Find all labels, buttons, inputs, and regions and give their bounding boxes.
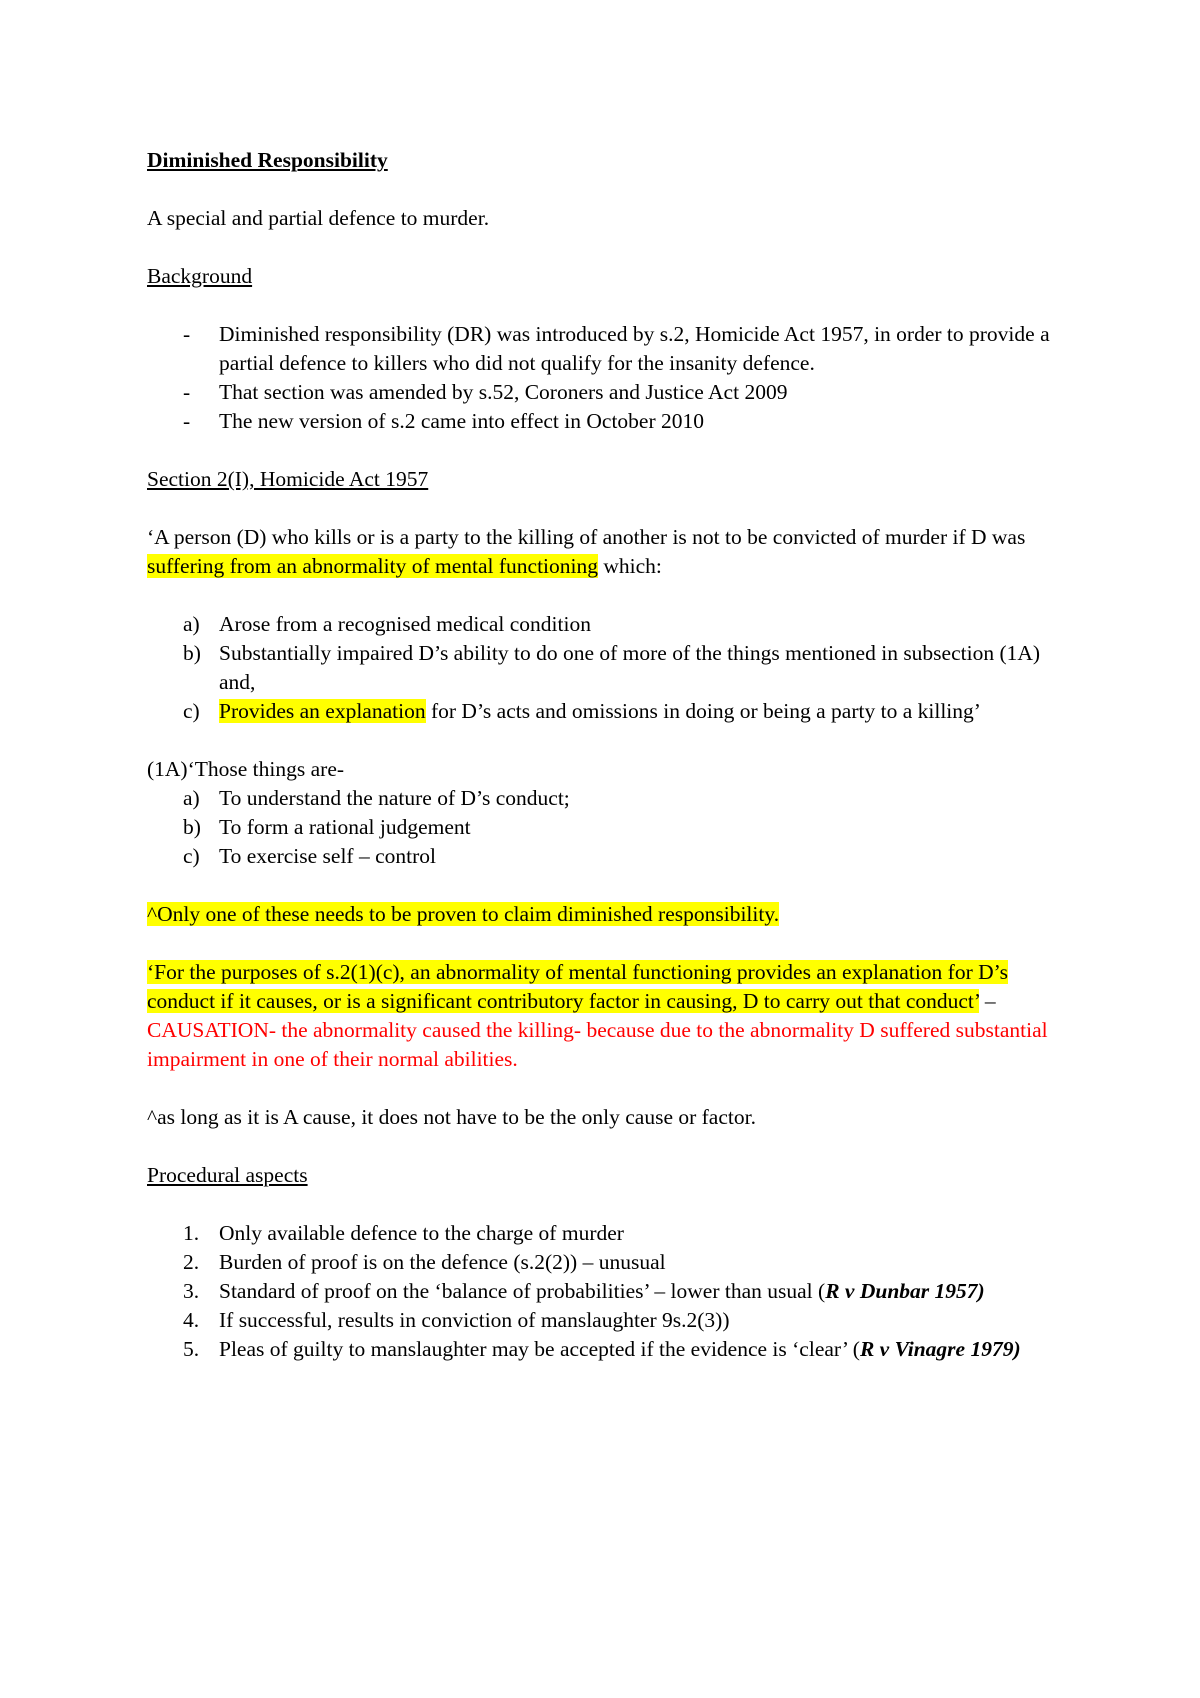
intro-text: A special and partial defence to murder. [147,206,490,230]
list-marker: a) [183,612,200,636]
list-item: c) Provides an explanation for D’s acts and omissions in doing or being a party to a killing’ [147,697,1080,726]
section2-heading: Section 2(I), Homicide Act 1957 [147,467,429,491]
list-item: - Diminished responsibility (DR) was introduced by s.2, Homicide Act 1957, in order to provide a partial defence to killers who did not qualify for the insanity defence. [183,322,1050,375]
list-item: - That section was amended by s.52, Coroners and Justice Act 2009 [147,378,1080,407]
list-item: 4. If successful, results in conviction of manslaughter 9s.2(3)) [147,1306,1080,1335]
list-item: a) Arose from a recognised medical condition [147,610,1080,639]
section2-quote: ‘A person (D) who kills or is a party to the killing of another is not to be convicted of murder if D was suffering from an abnormality of mental functioning which: [147,525,1026,578]
list-marker: c) [183,844,200,868]
dash-bullet: - [183,380,191,404]
section1a-lead: (1A)‘Those things are- [147,757,345,781]
background-list [147,320,1080,436]
list-marker: 5. [183,1337,200,1361]
list-marker: 4. [183,1308,200,1332]
list-marker: c) [183,699,200,723]
list-item: 2. Burden of proof is on the defence (s.2(2)) – unusual [147,1248,1080,1277]
list-marker: 3. [183,1279,200,1303]
highlighted-text: ^Only one of these needs to be proven to claim diminished responsibility. [147,902,780,926]
list-item: b) Substantially impaired D’s ability to do one of more of the things mentioned in subsection (1A) and, [183,641,1041,694]
background-heading: Background [147,264,253,288]
list-item: 5. Pleas of guilty to manslaughter may be accepted if the evidence is ‘clear’ (R v Vinagre 1979) [147,1335,1080,1364]
causation-paragraph: ‘For the purposes of s.2(1)(c), an abnormality of mental functioning provides an explanation for D’s conduct if it causes, or is a significant contributory factor in causing, D to carry out that conduct’ – CAUSATION- the abnormality caused the killing- because due to the abnormality D suffered substantial impairment in one of their normal abilities. [147,960,1048,1071]
section2-list [147,610,1080,726]
causation-note: CAUSATION- the abnormality caused the killing- because due to the abnormality D suffered substantial impairment in one of their normal abilities. [147,1018,1048,1071]
case-citation: R v Vinagre 1979) [859,1337,1021,1361]
cause-note: ^as long as it is A cause, it does not have to be the only cause or factor. [147,1105,756,1129]
list-marker: a) [183,786,200,810]
highlighted-text: ‘For the purposes of s.2(1)(c), an abnormality of mental functioning provides an explanation for D’s conduct if it causes, or is a significant contributory factor in causing, D to carry out that conduct’ [147,960,1008,1013]
list-item: - The new version of s.2 came into effect in October 2010 [147,407,1080,436]
list-item: b) To form a rational judgement [147,813,1080,842]
list-marker: 1. [183,1221,200,1245]
document-title: Diminished Responsibility [147,148,388,172]
dash-bullet: - [183,322,191,346]
list-item: 1. Only available defence to the charge of murder [147,1219,1080,1248]
list-marker: b) [183,815,201,839]
list-item: 3. Standard of proof on the ‘balance of probabilities’ – lower than usual (R v Dunbar 1957) [147,1277,1080,1306]
list-item: c) To exercise self – control [147,842,1080,871]
highlighted-text: Provides an explanation [219,699,426,723]
list-marker: 2. [183,1250,200,1274]
case-citation: R v Dunbar 1957) [825,1279,985,1303]
procedural-heading: Procedural aspects [147,1163,308,1187]
list-item: a) To understand the nature of D’s conduct; [147,784,1080,813]
list-marker: b) [183,641,201,665]
highlighted-text: suffering from an abnormality of mental functioning [147,554,598,578]
only-one-note [147,900,1080,929]
dash-bullet: - [183,409,191,433]
section1a-list [147,784,1080,871]
procedural-list [147,1219,1080,1364]
